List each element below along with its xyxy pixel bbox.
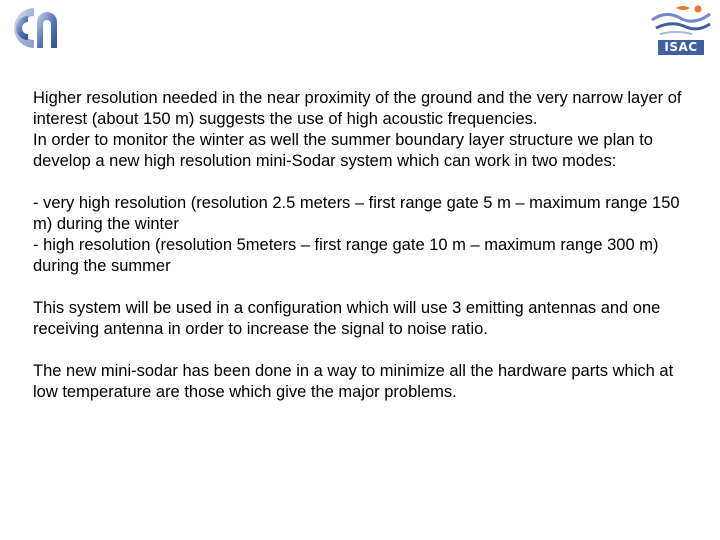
- list-item-mode-summer: - high resolution (resolution 5meters – first range gate 10 m – maximum range 300 m) during the summer: [33, 236, 659, 275]
- paragraph-hardware: The new mini-sodar has been done in a way to minimize all the hardware parts which at low temperature are those which give the major problems.: [33, 362, 674, 401]
- slide-body: [33, 88, 693, 424]
- paragraph-intro-2: In order to monitor the winter as well the summer boundary layer structure we plan to develop a new high resolution mini-Sodar system which can work in two modes:: [33, 131, 653, 170]
- paragraph-configuration: This system will be used in a configuration which will use 3 emitting antennas and one receiving antenna in order to increase the signal to noise ratio.: [33, 299, 661, 338]
- isac-logo-icon: [646, 2, 716, 58]
- list-item-mode-winter: - very high resolution (resolution 2.5 meters – first range gate 5 m – maximum range 150 m) during the winter: [33, 194, 680, 233]
- paragraph-intro-1: Higher resolution needed in the near proximity of the ground and the very narrow layer of interest (about 150 m) suggests the use of high acoustic frequencies.: [33, 89, 682, 128]
- isac-label: ISAC: [658, 40, 704, 55]
- cnr-logo-icon: [4, 2, 62, 54]
